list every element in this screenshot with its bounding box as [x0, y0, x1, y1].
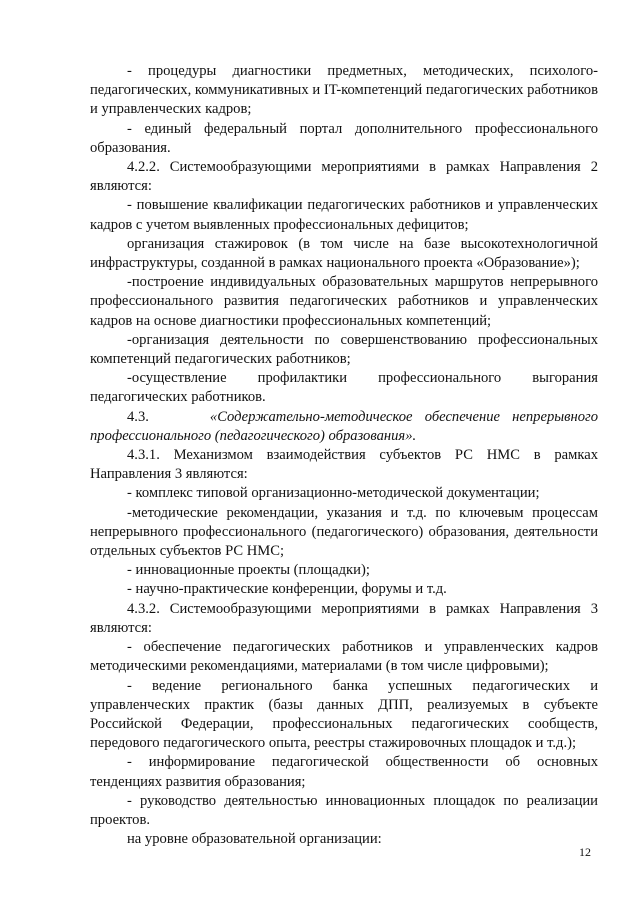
bullet-burnout-prevention: -осуществление профилактики профессионального выгорания педагогических работников. [90, 370, 598, 406]
bullet-diagnostics-procedures: - процедуры диагностики предметных, методических, психолого-педагогических, коммуникативных и IT-компетенций педагогических работников и управленческих кадров; [90, 63, 598, 118]
bullet-competence-improvement: -организация деятельности по совершенствованию профессиональных компетенций педагогических работников; [90, 331, 598, 368]
section-4-3-heading [90, 408, 598, 446]
section-4-3-spacer [149, 409, 210, 425]
bullet-innovation-projects: - инновационные проекты (площадки); [127, 562, 370, 579]
bullet-providing-materials: - обеспечение педагогических работников и управленческих кадров методическими рекомендациями, материалами (в том числе цифровыми); [90, 639, 598, 675]
bullet-conferences: - научно-практические конференции, форумы и т.д. [127, 581, 447, 598]
section-4-3-2-heading: 4.3.2. Системообразующими мероприятиями в рамках Направления 3 являются: [90, 600, 598, 636]
organization-level-heading: на уровне образовательной организации: [127, 831, 382, 848]
bullet-innovation-management: - руководство деятельностью инновационных площадок по реализации проектов. [90, 792, 598, 828]
bullet-individual-routes: -построение индивидуальных образовательных маршрутов непрерывного профессионального развития педагогических работников и управленческих кадров на основе диагностики профессиональных компетенций; [90, 274, 598, 329]
bullet-typical-documentation: - комплекс типовой организационно-методической документации; [127, 485, 540, 502]
document-body [90, 62, 598, 849]
bullet-qualification-improvement: - повышение квалификации педагогических работников и управленческих кадров с учетом выявленных профессиональных дефицитов; [90, 197, 598, 233]
page-number: 12 [579, 845, 591, 859]
section-4-3-number: 4.3. [127, 408, 149, 425]
bullet-methodical-recommendations: -методические рекомендации, указания и т.д. по ключевым процессам непрерывного профессионального (педагогического) образования, деятельности отдельных субъектов РС НМС; [90, 504, 598, 560]
section-4-3-1-heading: 4.3.1. Механизмом взаимодействия субъектов РС НМС в рамках Направления 3 являются: [90, 447, 598, 483]
bullet-informing-community: - информирование педагогической общественности об основных тенденциях развития образования; [90, 754, 598, 790]
bullet-regional-bank: - ведение регионального банка успешных педагогических и управленческих практик (базы данных ДПП, реализуемых в субъекте Российской Федерации, профессиональных педагогических сообществ, передового педагогического опыта, реестры стажировочных площадок и т.д.); [90, 677, 598, 752]
section-4-2-2-heading: 4.2.2. Системообразующими мероприятиями в рамках Направления 2 являются: [90, 159, 598, 195]
section-4-3-title: «Содержательно-методическое обеспечение непрерывного профессионального (педагогического) образования». [90, 408, 598, 444]
bullet-internships: организация стажировок (в том числе на базе высокотехнологичной инфраструктуры, созданной в рамках национального проекта «Образование»); [90, 235, 598, 272]
bullet-federal-portal: - единый федеральный портал дополнительного профессионального образования. [90, 120, 598, 156]
